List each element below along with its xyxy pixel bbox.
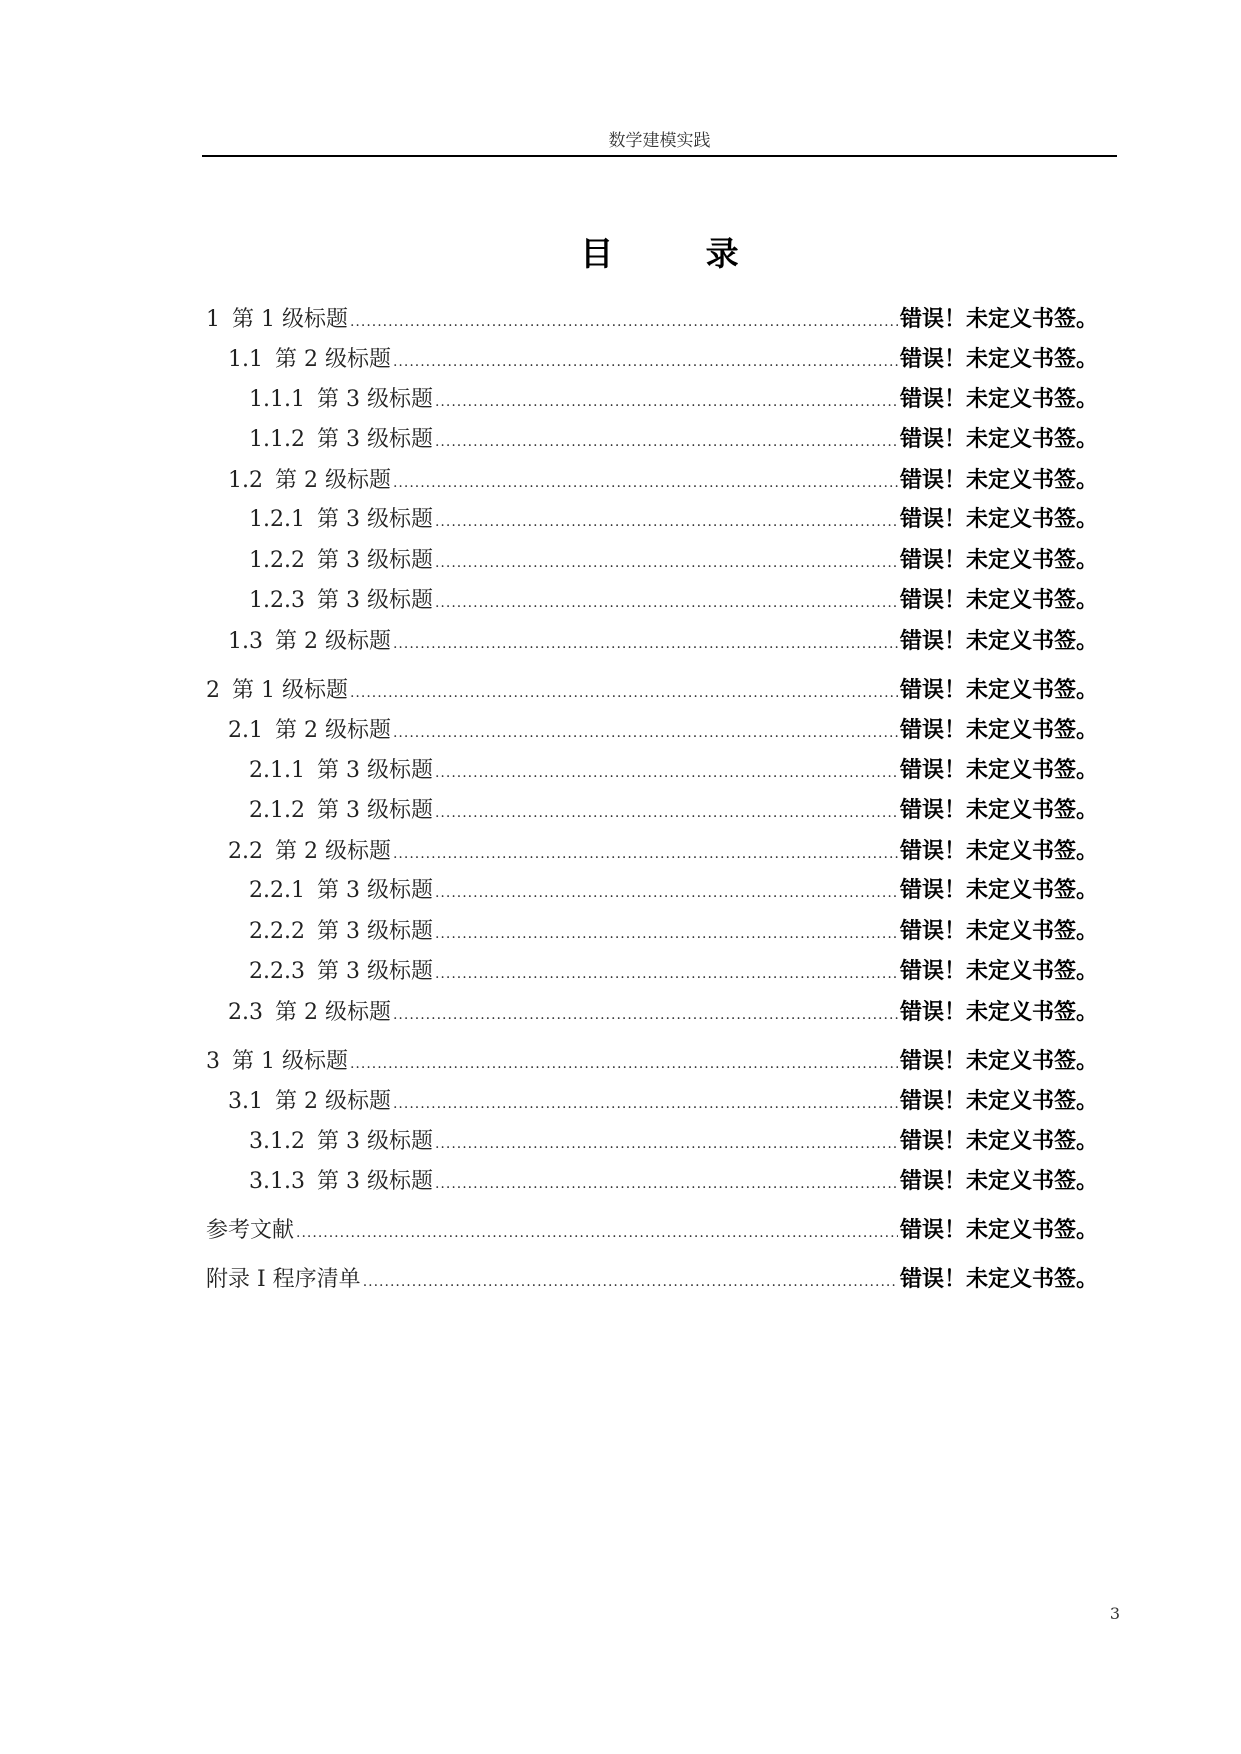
toc-leader <box>350 306 898 338</box>
toc-entry-number: 1.3 <box>228 629 263 654</box>
toc-leader <box>393 999 898 1031</box>
toc-entry-number: 1 <box>206 307 220 332</box>
toc-entry-page: 错误！未定义书签。 <box>899 1089 1098 1114</box>
toc-entry[interactable] <box>228 997 1098 1029</box>
toc-entry[interactable] <box>228 626 1098 658</box>
toc-entry-label: 附录 I 程序清单 <box>206 1267 361 1292</box>
toc-entry-label: 第 3 级标题 <box>316 798 433 823</box>
toc-leader <box>435 797 898 829</box>
toc-entry-label: 第 3 级标题 <box>316 758 433 783</box>
toc-entry[interactable] <box>228 715 1098 747</box>
toc-entry-number: 2.3 <box>228 1000 263 1025</box>
toc-entry-number: 2.1.1 <box>249 758 305 783</box>
toc-entry-label: 第 1 级标题 <box>232 1049 348 1074</box>
toc-entry[interactable] <box>228 465 1098 497</box>
toc-entry-label: 第 2 级标题 <box>275 1000 391 1025</box>
toc-entry-page: 错误！未定义书签。 <box>899 629 1098 654</box>
toc-entry[interactable] <box>249 755 1098 787</box>
toc-entry-number: 3.1.2 <box>249 1129 305 1154</box>
toc-leader <box>393 628 898 660</box>
running-header: 数学建模实践 <box>608 131 711 151</box>
toc-leader <box>435 426 898 458</box>
toc-entry-label: 第 2 级标题 <box>275 839 391 864</box>
toc-entry-number: 3.1 <box>228 1089 263 1114</box>
toc-entry[interactable] <box>249 424 1098 456</box>
toc-leader <box>435 506 898 538</box>
toc-entry[interactable] <box>249 545 1098 577</box>
toc-entry[interactable] <box>228 836 1098 868</box>
toc-entry-label: 第 3 级标题 <box>316 548 433 573</box>
toc-leader <box>435 587 898 619</box>
toc-entry-page: 错误！未定义书签。 <box>899 1218 1098 1243</box>
toc-entry-label: 第 3 级标题 <box>316 878 433 903</box>
toc-entry-page: 错误！未定义书签。 <box>899 588 1098 613</box>
toc-entry-number: 1.2.2 <box>249 548 305 573</box>
toc-entry-number: 2.2 <box>228 839 263 864</box>
toc-leader <box>393 717 898 749</box>
toc-entry-number: 1.2 <box>228 468 263 493</box>
toc-entry-page: 错误！未定义书签。 <box>899 678 1098 703</box>
toc-entry[interactable] <box>206 675 1098 707</box>
toc-entry-number: 1.1 <box>228 347 263 372</box>
toc-entry-page: 错误！未定义书签。 <box>899 1169 1098 1194</box>
toc-leader <box>393 1088 898 1120</box>
toc-entry-number: 2.2.3 <box>249 959 305 984</box>
toc-leader <box>435 386 898 418</box>
toc-entry-references[interactable] <box>206 1215 1098 1247</box>
toc-entry-page: 错误！未定义书签。 <box>899 959 1098 984</box>
toc-entry-page: 错误！未定义书签。 <box>899 468 1098 493</box>
toc-leader <box>435 1128 898 1160</box>
toc-entry-appendix[interactable] <box>206 1264 1098 1296</box>
toc-entry-label: 第 3 级标题 <box>316 427 433 452</box>
toc-entry-page: 错误！未定义书签。 <box>899 1129 1098 1154</box>
toc-entry-page: 错误！未定义书签。 <box>899 1000 1098 1025</box>
toc-entry[interactable] <box>249 504 1098 536</box>
toc-entry-number: 2.2.1 <box>249 878 305 903</box>
toc-leader <box>363 1266 898 1298</box>
toc-entry-number: 1.2.1 <box>249 507 305 532</box>
toc-leader <box>393 838 898 870</box>
toc-entry-page: 错误！未定义书签。 <box>899 878 1098 903</box>
toc-entry-page: 错误！未定义书签。 <box>899 347 1098 372</box>
toc-entry[interactable] <box>249 1126 1098 1158</box>
toc-entry-label: 第 2 级标题 <box>275 1089 391 1114</box>
toc-entry-label: 第 2 级标题 <box>275 718 391 743</box>
toc-entry-page: 错误！未定义书签。 <box>899 507 1098 532</box>
toc-entry-page: 错误！未定义书签。 <box>899 307 1098 332</box>
toc-entry-number: 3.1.3 <box>249 1169 305 1194</box>
toc-entry-label: 第 3 级标题 <box>316 507 433 532</box>
toc-entry-page: 错误！未定义书签。 <box>899 548 1098 573</box>
header-rule <box>202 155 1117 157</box>
toc-entry-page: 错误！未定义书签。 <box>899 758 1098 783</box>
toc-entry-number: 1.2.3 <box>249 588 305 613</box>
toc-leader <box>435 918 898 950</box>
page-number: 3 <box>1109 1604 1120 1623</box>
toc-entry[interactable] <box>249 795 1098 827</box>
toc-entry[interactable] <box>206 304 1098 336</box>
toc-entry-label: 第 3 级标题 <box>316 588 433 613</box>
toc-leader <box>435 958 898 990</box>
toc-entry[interactable] <box>249 956 1098 988</box>
toc-entry-number: 2.1.2 <box>249 798 305 823</box>
toc-entry-page: 错误！未定义书签。 <box>899 718 1098 743</box>
toc-entry-label: 第 3 级标题 <box>316 959 433 984</box>
toc-leader <box>393 346 898 378</box>
toc-entry-page: 错误！未定义书签。 <box>899 839 1098 864</box>
toc-entry[interactable] <box>249 1166 1098 1198</box>
toc-entry-number: 2 <box>206 678 220 703</box>
toc-entry-label: 第 3 级标题 <box>316 1129 433 1154</box>
toc-entry[interactable] <box>249 384 1098 416</box>
toc-entry-label: 第 3 级标题 <box>316 1169 433 1194</box>
toc-entry[interactable] <box>249 875 1098 907</box>
toc-entry-label: 第 2 级标题 <box>275 468 391 493</box>
toc-entry[interactable] <box>249 585 1098 617</box>
toc-entry-label: 参考文献 <box>206 1218 295 1243</box>
toc-entry-page: 错误！未定义书签。 <box>899 1049 1098 1074</box>
toc-entry-page: 错误！未定义书签。 <box>899 427 1098 452</box>
toc-entry-label: 第 2 级标题 <box>275 347 391 372</box>
toc-entry-number: 2.2.2 <box>249 919 305 944</box>
toc-entry[interactable] <box>206 1046 1098 1078</box>
toc-leader <box>435 1168 898 1200</box>
toc-entry-page: 错误！未定义书签。 <box>899 919 1098 944</box>
toc-entry[interactable] <box>228 1086 1098 1118</box>
toc-leader <box>435 547 898 579</box>
toc-entry-label: 第 3 级标题 <box>316 387 433 412</box>
toc-entry-page: 错误！未定义书签。 <box>899 387 1098 412</box>
toc-entry-page: 错误！未定义书签。 <box>899 798 1098 823</box>
toc-entry-number: 1.1.2 <box>249 427 305 452</box>
toc-entry-label: 第 1 级标题 <box>232 678 348 703</box>
toc-leader <box>393 467 898 499</box>
toc-title: 目 录 <box>580 234 769 273</box>
toc-entry-number: 1.1.1 <box>249 387 305 412</box>
toc-entry[interactable] <box>249 916 1098 948</box>
toc-entry-page: 错误！未定义书签。 <box>899 1267 1098 1292</box>
toc-leader <box>350 1048 898 1080</box>
toc-leader <box>435 877 898 909</box>
toc-entry-label: 第 3 级标题 <box>316 919 433 944</box>
toc-entry-number: 3 <box>206 1049 220 1074</box>
toc-entry-number: 2.1 <box>228 718 263 743</box>
toc-entry-label: 第 2 级标题 <box>275 629 391 654</box>
toc-leader <box>350 677 898 709</box>
toc-leader <box>435 757 898 789</box>
toc-leader <box>296 1217 898 1249</box>
toc-entry[interactable] <box>228 344 1098 376</box>
toc-entry-label: 第 1 级标题 <box>232 307 348 332</box>
